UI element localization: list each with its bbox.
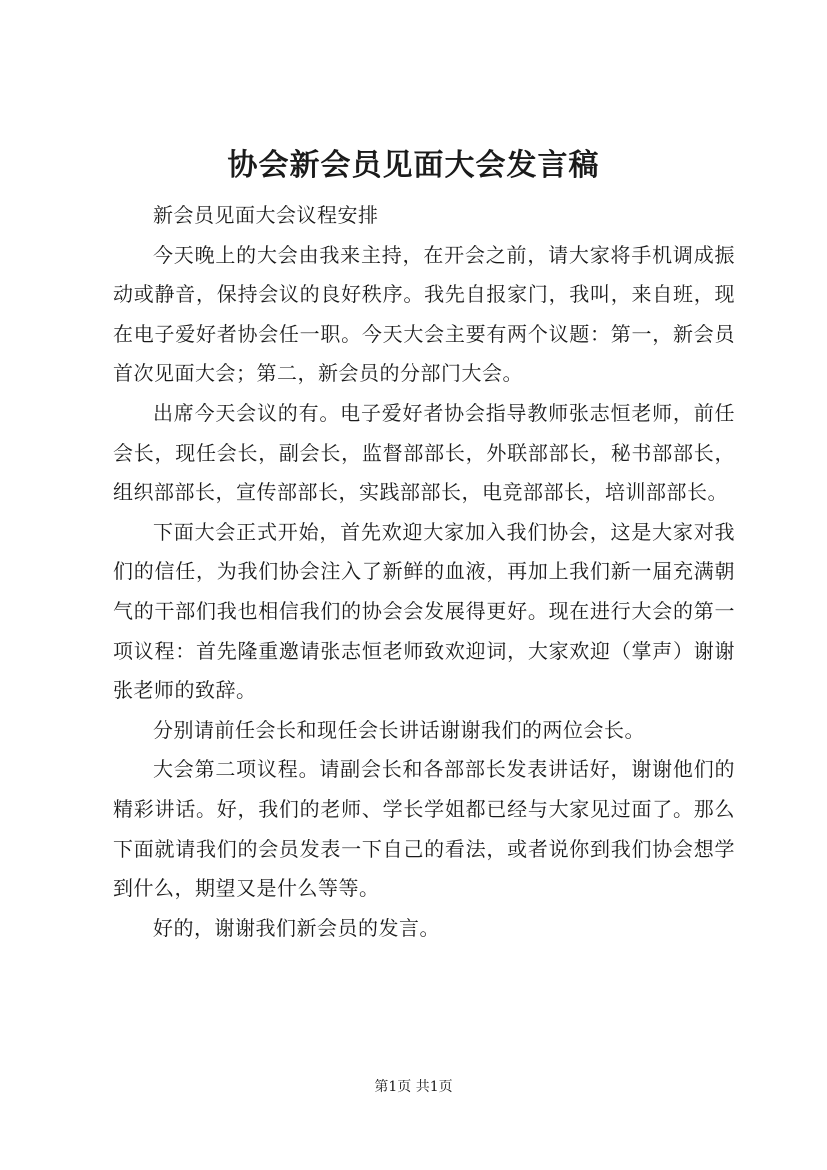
paragraph-agenda-heading: 新会员见面大会议程安排 bbox=[153, 203, 379, 227]
page-number-footer: 第1页 共1页 bbox=[374, 1079, 453, 1095]
paragraph-closing: 好的，谢谢我们新会员的发言。 bbox=[153, 915, 440, 940]
paragraph-welcome: 下面大会正式开始，首先欢迎大家加入我们协会，这是大家对我们的信任，为我们协会注入了新鲜的血液，再加上我们新一届充满朝气的干部们我也相信我们的协会会发展得更好。现在进行大会的第一项议程：首先隆重邀请张志恒老师致欢迎词，大家欢迎（掌声）谢谢张老师的致辞。 bbox=[113, 519, 735, 703]
paragraph-second-agenda: 大会第二项议程。请副会长和各部部长发表讲话好，谢谢他们的精彩讲话。好，我们的老师、学长学姐都已经与大家见过面了。那么下面就请我们的会员发表一下自己的看法，或者说你到我们协会想学到什么，期望又是什么等等。 bbox=[113, 757, 735, 901]
document-title: 协会新会员见面大会发言稿 bbox=[227, 148, 600, 183]
document-body bbox=[113, 196, 735, 948]
paragraph-president-speeches: 分别请前任会长和现任会长讲话谢谢我们的两位会长。 bbox=[153, 717, 645, 742]
paragraph-attendees: 出席今天会议的有。电子爱好者协会指导教师张志恒老师，前任会长，现任会长，副会长，监督部部长，外联部部长，秘书部部长，组织部部长，宣传部部长，实践部部长，电竞部部长，培训部部长。 bbox=[113, 400, 735, 505]
paragraph-opening: 今天晚上的大会由我来主持，在开会之前，请大家将手机调成振动或静音，保持会议的良好秩序。我先自报家门，我叫，来自班，现在电子爱好者协会任一职。今天大会主要有两个议题：第一，新会员首次见面大会；第二，新会员的分部门大会。 bbox=[113, 242, 735, 386]
